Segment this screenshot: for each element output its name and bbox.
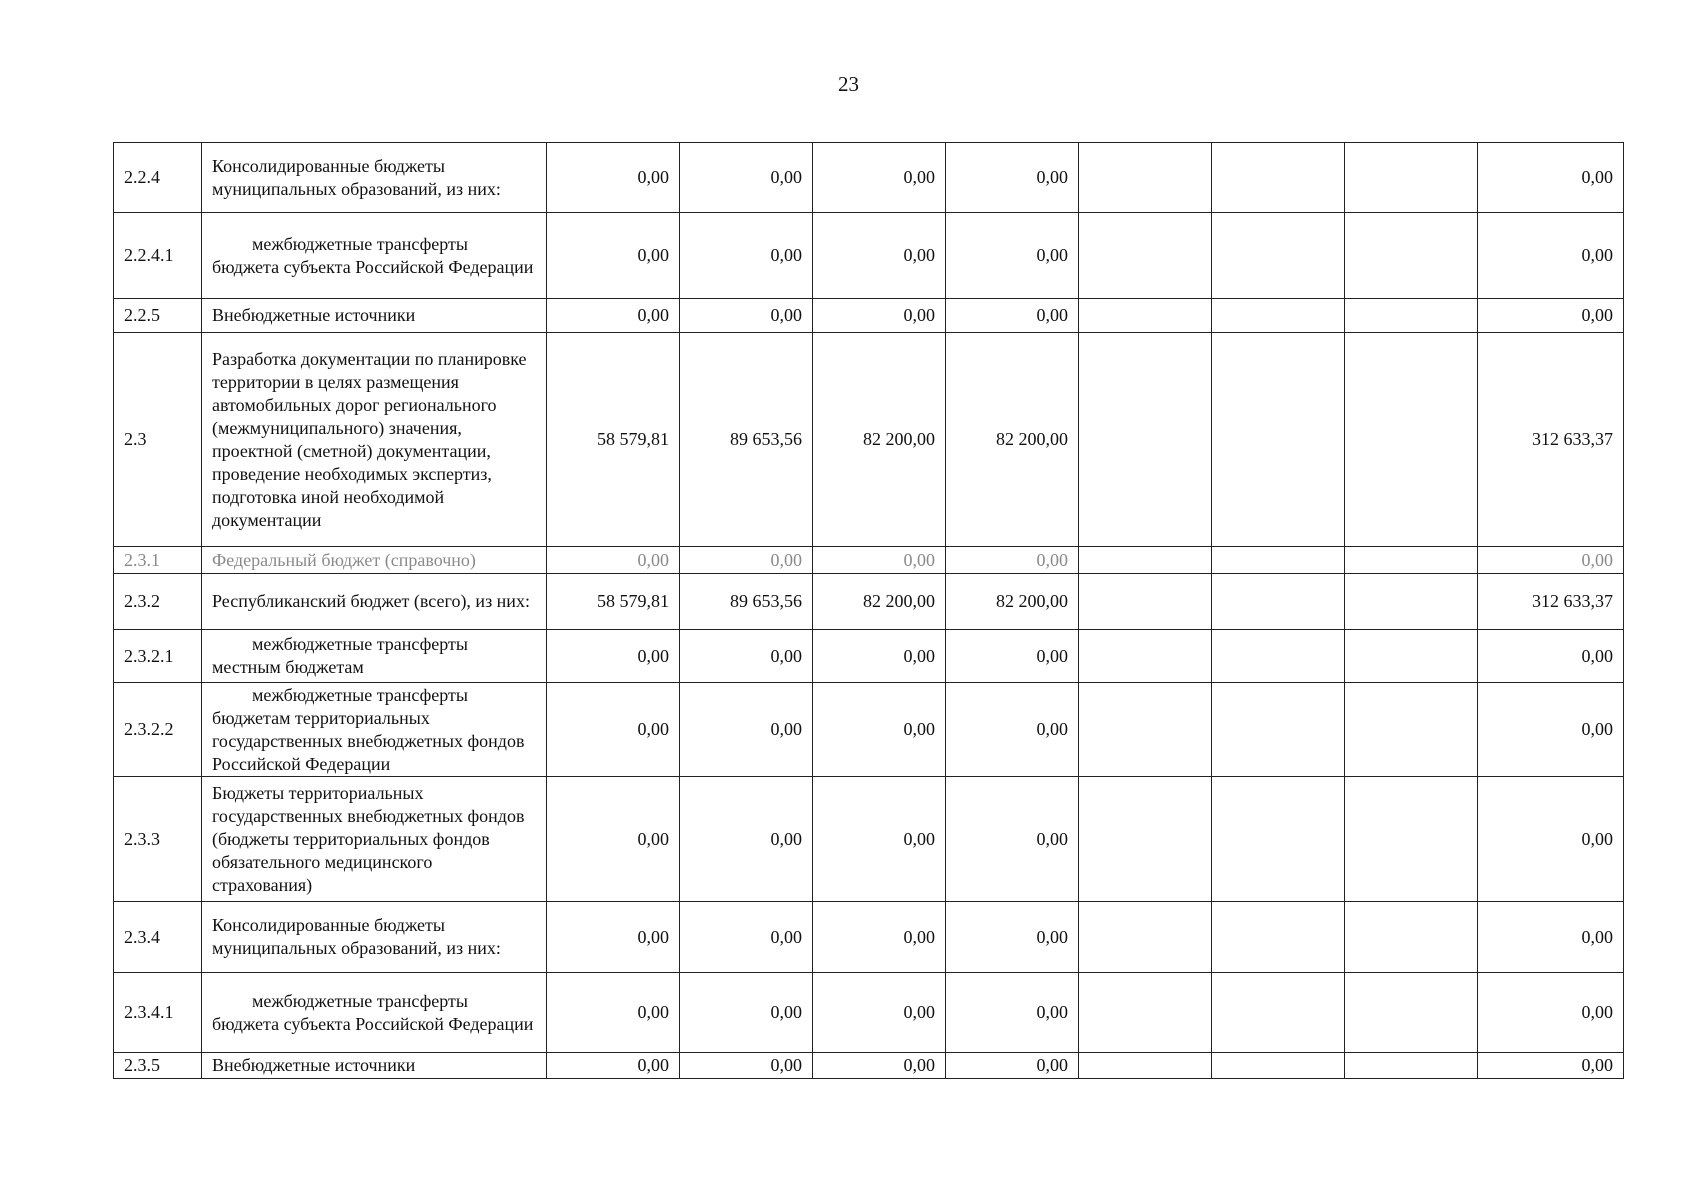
row-value-v1: 0,00 — [547, 547, 680, 574]
table-body — [114, 143, 1624, 1079]
row-value-v5 — [1079, 630, 1212, 683]
row-value-v5 — [1079, 333, 1212, 547]
row-value-v3: 0,00 — [813, 973, 946, 1053]
row-value-v5 — [1079, 574, 1212, 630]
row-value-v3: 0,00 — [813, 777, 946, 902]
row-total-value: 0,00 — [1478, 777, 1624, 902]
row-value-v4: 0,00 — [946, 143, 1079, 213]
row-value-v6 — [1212, 902, 1345, 973]
row-value-v2: 0,00 — [680, 143, 813, 213]
row-total-value: 0,00 — [1478, 1053, 1624, 1079]
row-value-v5 — [1079, 683, 1212, 777]
row-code: 2.2.4.1 — [114, 213, 202, 299]
row-value-v6 — [1212, 574, 1345, 630]
row-code: 2.3.1 — [114, 547, 202, 574]
row-value-v6 — [1212, 683, 1345, 777]
row-total-value: 0,00 — [1478, 213, 1624, 299]
row-value-v3: 0,00 — [813, 1053, 946, 1079]
row-value-v5 — [1079, 777, 1212, 902]
row-value-v2: 0,00 — [680, 683, 813, 777]
table-row — [114, 333, 1624, 547]
row-value-v3: 82 200,00 — [813, 574, 946, 630]
row-value-v7 — [1345, 902, 1478, 973]
table-row — [114, 574, 1624, 630]
row-name-cell — [202, 333, 547, 547]
row-value-v1: 0,00 — [547, 1053, 680, 1079]
row-value-v6 — [1212, 777, 1345, 902]
row-name: Внебюджетные источники — [212, 1055, 416, 1075]
row-value-v6 — [1212, 547, 1345, 574]
row-value-v1: 0,00 — [547, 777, 680, 902]
row-name: межбюджетные трансферты бюджетам территориальных государственных внебюджетных фондов Российской Федерации — [212, 684, 525, 774]
row-value-v7 — [1345, 213, 1478, 299]
row-value-v1: 0,00 — [547, 973, 680, 1053]
row-code: 2.3.4 — [114, 902, 202, 973]
row-name: межбюджетные трансферты бюджета субъекта Российской Федерации — [212, 233, 534, 277]
row-total-value: 0,00 — [1478, 143, 1624, 213]
row-value-v4: 0,00 — [946, 902, 1079, 973]
row-name-cell — [202, 213, 547, 299]
row-value-v2: 0,00 — [680, 1053, 813, 1079]
row-total-value: 312 633,37 — [1478, 574, 1624, 630]
table-row — [114, 902, 1624, 973]
row-value-v5 — [1079, 1053, 1212, 1079]
row-value-v7 — [1345, 574, 1478, 630]
row-value-v4: 0,00 — [946, 213, 1079, 299]
row-value-v7 — [1345, 1053, 1478, 1079]
row-name: Внебюджетные источники — [212, 305, 416, 325]
row-value-v7 — [1345, 973, 1478, 1053]
row-name: межбюджетные трансферты бюджета субъекта Российской Федерации — [212, 990, 534, 1034]
row-value-v5 — [1079, 143, 1212, 213]
table-row — [114, 213, 1624, 299]
row-value-v2: 0,00 — [680, 630, 813, 683]
row-value-v4: 0,00 — [946, 973, 1079, 1053]
row-code: 2.3.2 — [114, 574, 202, 630]
row-value-v6 — [1212, 143, 1345, 213]
row-name: Консолидированные бюджеты муниципальных образований, из них: — [212, 155, 501, 199]
row-value-v5 — [1079, 547, 1212, 574]
row-value-v5 — [1079, 213, 1212, 299]
row-name: Республиканский бюджет (всего), из них: — [212, 591, 530, 611]
row-value-v4: 82 200,00 — [946, 333, 1079, 547]
row-name-cell — [202, 973, 547, 1053]
row-value-v2: 0,00 — [680, 973, 813, 1053]
row-value-v7 — [1345, 683, 1478, 777]
row-code: 2.3.5 — [114, 1053, 202, 1079]
row-value-v7 — [1345, 333, 1478, 547]
row-value-v5 — [1079, 299, 1212, 333]
row-value-v6 — [1212, 973, 1345, 1053]
row-value-v4: 0,00 — [946, 683, 1079, 777]
row-value-v1: 58 579,81 — [547, 574, 680, 630]
row-value-v6 — [1212, 333, 1345, 547]
row-value-v1: 0,00 — [547, 299, 680, 333]
row-name-cell — [202, 299, 547, 333]
row-value-v7 — [1345, 299, 1478, 333]
row-value-v1: 0,00 — [547, 902, 680, 973]
row-name-cell — [202, 574, 547, 630]
row-value-v1: 0,00 — [547, 683, 680, 777]
row-value-v6 — [1212, 299, 1345, 333]
row-value-v3: 0,00 — [813, 299, 946, 333]
row-value-v5 — [1079, 902, 1212, 973]
table-row — [114, 630, 1624, 683]
table-row — [114, 777, 1624, 902]
row-name: Разработка документации по планировке территории в целях размещения автомобильных дорог регионального (межмуниципального) значения, проектной (сметной) документации, проведение необходимых экспертиз, подготовка иной необходимой документации — [212, 348, 527, 530]
row-name-cell — [202, 902, 547, 973]
row-value-v6 — [1212, 213, 1345, 299]
row-value-v4: 0,00 — [946, 547, 1079, 574]
row-name: Бюджеты территориальных государственных внебюджетных фондов (бюджеты территориальных фондов обязательного медицинского страхования) — [212, 782, 525, 895]
row-value-v3: 0,00 — [813, 902, 946, 973]
row-code: 2.3.2.1 — [114, 630, 202, 683]
row-value-v4: 82 200,00 — [946, 574, 1079, 630]
row-value-v3: 0,00 — [813, 143, 946, 213]
row-value-v2: 0,00 — [680, 299, 813, 333]
table-row — [114, 143, 1624, 213]
row-value-v3: 0,00 — [813, 213, 946, 299]
row-value-v3: 82 200,00 — [813, 333, 946, 547]
row-code: 2.3.3 — [114, 777, 202, 902]
row-total-value: 0,00 — [1478, 973, 1624, 1053]
row-value-v2: 0,00 — [680, 213, 813, 299]
row-value-v7 — [1345, 143, 1478, 213]
row-value-v4: 0,00 — [946, 630, 1079, 683]
row-total-value: 0,00 — [1478, 902, 1624, 973]
row-name-cell — [202, 683, 547, 777]
table-row — [114, 299, 1624, 333]
row-total-value: 312 633,37 — [1478, 333, 1624, 547]
row-value-v1: 0,00 — [547, 630, 680, 683]
row-value-v6 — [1212, 630, 1345, 683]
row-name-cell — [202, 1053, 547, 1079]
row-total-value: 0,00 — [1478, 630, 1624, 683]
table-row — [114, 973, 1624, 1053]
table-row — [114, 547, 1624, 574]
row-value-v7 — [1345, 630, 1478, 683]
row-value-v2: 89 653,56 — [680, 333, 813, 547]
row-total-value: 0,00 — [1478, 547, 1624, 574]
row-value-v3: 0,00 — [813, 683, 946, 777]
row-name-cell — [202, 143, 547, 213]
row-value-v1: 58 579,81 — [547, 333, 680, 547]
row-name-cell — [202, 547, 547, 574]
row-code: 2.2.4 — [114, 143, 202, 213]
row-value-v5 — [1079, 973, 1212, 1053]
row-value-v3: 0,00 — [813, 630, 946, 683]
row-code: 2.3 — [114, 333, 202, 547]
row-code: 2.2.5 — [114, 299, 202, 333]
page-number: 23 — [838, 72, 859, 96]
row-code: 2.3.2.2 — [114, 683, 202, 777]
row-value-v3: 0,00 — [813, 547, 946, 574]
row-value-v7 — [1345, 547, 1478, 574]
row-name-cell — [202, 777, 547, 902]
row-value-v4: 0,00 — [946, 299, 1079, 333]
row-total-value: 0,00 — [1478, 299, 1624, 333]
row-name-cell — [202, 630, 547, 683]
row-value-v2: 0,00 — [680, 777, 813, 902]
row-value-v6 — [1212, 1053, 1345, 1079]
row-value-v2: 0,00 — [680, 902, 813, 973]
row-value-v7 — [1345, 777, 1478, 902]
row-value-v2: 0,00 — [680, 547, 813, 574]
row-code: 2.3.4.1 — [114, 973, 202, 1053]
row-value-v1: 0,00 — [547, 143, 680, 213]
row-value-v2: 89 653,56 — [680, 574, 813, 630]
row-value-v4: 0,00 — [946, 777, 1079, 902]
row-value-v4: 0,00 — [946, 1053, 1079, 1079]
row-value-v1: 0,00 — [547, 213, 680, 299]
budget-table — [113, 142, 1624, 1079]
row-name: межбюджетные трансферты местным бюджетам — [212, 634, 468, 677]
row-name: Федеральный бюджет (справочно) — [212, 549, 476, 570]
table-row — [114, 1053, 1624, 1079]
row-name: Консолидированные бюджеты муниципальных образований, из них: — [212, 915, 501, 958]
table-row — [114, 683, 1624, 777]
row-total-value: 0,00 — [1478, 683, 1624, 777]
